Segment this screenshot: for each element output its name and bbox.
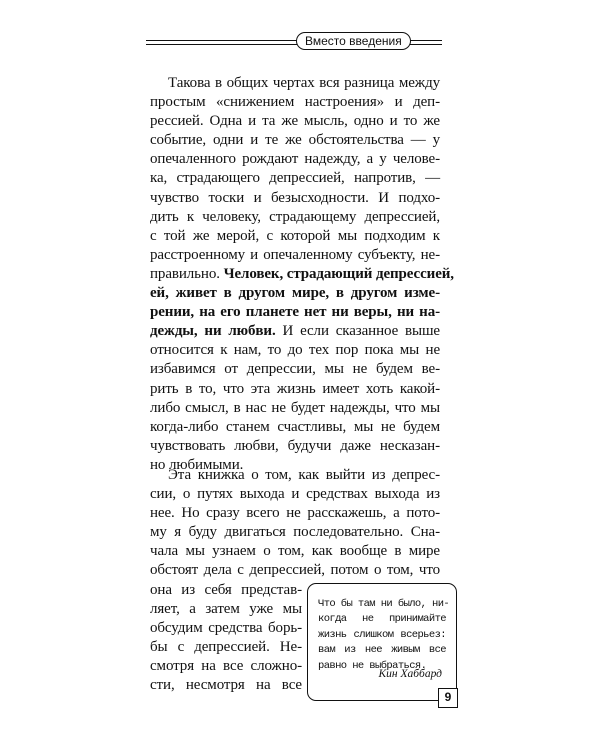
text-line: смотря на все сложно- [150, 657, 302, 674]
text-line: сти, несмотря на все [150, 677, 302, 694]
page-number: 9 [438, 688, 458, 708]
quote-line: Что бы там ни было, ни- [318, 598, 450, 610]
quote-line: равно не выбраться. [318, 659, 427, 672]
text-line-mixed [150, 265, 454, 284]
text-line: сии, о путях выхода и средствах выхода из [150, 486, 440, 503]
quote-line: когда не принимайте [318, 613, 446, 626]
text-line-mixed [150, 322, 440, 341]
bold-text-line: ей, живет в другом мире, в другом изме- [150, 285, 440, 302]
text-line: обсудим средства борь- [150, 619, 302, 636]
bold-text-line: рении, на его планете нет ни веры, ни на- [150, 304, 440, 321]
text-line: чала мы узнаем о том, как вообще в мире [150, 543, 440, 560]
text-span: правильно. [150, 265, 220, 282]
text-line: она из себя представ- [150, 581, 302, 598]
text-line: Такова в общих чертах вся разница между [168, 75, 440, 91]
paragraph-1 [150, 74, 454, 475]
text-line: обстоят дела с депрессией, потом о том, что [150, 562, 440, 579]
text-line: му я буду двигаться последовательно. Сна- [150, 524, 440, 541]
text-line: либо смысл, в нас не будет надежды, что мы [150, 399, 440, 416]
text-line: Эта книжка о том, как выйти из депрес- [168, 467, 440, 483]
text-line: но любимыми. [150, 456, 244, 473]
text-line: рить в то, что эта жизнь имеет хоть какой- [150, 380, 440, 397]
text-line: ляет, а затем уже мы [150, 600, 302, 617]
bold-text-span: Человек, страдающий депрессией, [223, 265, 454, 282]
text-line: рессией. Одна и та же мысль, одно и то же [150, 113, 440, 130]
text-span: И если сказанное выше [282, 323, 440, 340]
bold-text-span: дежды, ни любви. [150, 323, 276, 340]
text-line: расстроенному и опечаленному субъекту, не- [150, 246, 440, 263]
quote-text [318, 597, 450, 674]
running-header-title: Вместо введения [296, 32, 411, 50]
text-line: опечаленного рождают надежду, а у челове- [150, 151, 440, 168]
quote-line: жизнь слишком всерьез: [318, 628, 446, 641]
text-line: дить к человеку, страдающему депрессией, [150, 208, 440, 225]
text-line: чувствовать любви, будучи даже несказан- [150, 437, 440, 454]
text-line: бы с депрессией. Не- [150, 638, 302, 655]
text-line: избавимся от депрессии, мы не будем ве- [150, 361, 440, 378]
text-line: простым «снижением настроения» и деп- [150, 94, 440, 111]
quote-line: вам из нее живым все [318, 644, 446, 657]
text-line: когда-либо станем счастливы, мы не будем [150, 418, 440, 435]
text-line: ка, страдающего депрессией, напротив, — [150, 170, 440, 187]
text-line: событие, одни и те же обстоятельства — у [150, 132, 440, 149]
text-line: с той же мерой, с которой мы подходим к [150, 227, 440, 244]
text-line: нее. Но сразу всего не расскажешь, а пото- [150, 505, 440, 522]
quote-author: Кин Хаббард [378, 668, 442, 680]
epigraph-quote-box [307, 583, 457, 701]
text-line: относится к нам, то до тех пор пока мы не [150, 342, 440, 359]
text-line: чувство тоски и безысходности. И подхо- [150, 189, 440, 206]
